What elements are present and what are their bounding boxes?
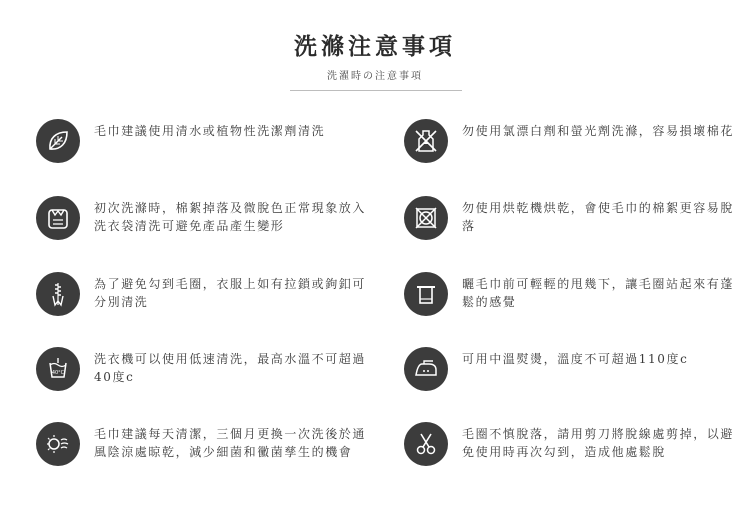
- care-item-zipper: [36, 272, 366, 332]
- scissors-icon: [404, 422, 448, 466]
- wash-40c-icon: [36, 347, 80, 391]
- page-title: 洗滌注意事項: [294, 33, 456, 60]
- care-text: 可用中溫熨燙，溫度不可超過110度c: [462, 352, 689, 366]
- care-item-iron: [404, 347, 734, 407]
- iron-icon: [404, 347, 448, 391]
- care-item-dry-shade: [36, 422, 366, 482]
- care-item-trim-loops: [404, 422, 734, 482]
- sun-wind-icon: [36, 422, 80, 466]
- care-text: 毛巾建議使用清水或植物性洗潔劑清洗: [94, 124, 326, 138]
- laundry-bag-icon: [36, 196, 80, 240]
- wash-temperature-label: 40°C: [51, 370, 65, 376]
- care-item-no-tumble-dry: [404, 196, 734, 256]
- care-item-laundry-bag: [36, 196, 366, 256]
- title-divider: [290, 90, 462, 91]
- towel-hang-icon: [404, 272, 448, 316]
- care-text: 為了避免勾到毛圈，衣服上如有拉鎖或鉤釦可分別清洗: [94, 277, 367, 309]
- care-text: 洗衣機可以使用低速清洗，最高水溫不可超過40度c: [94, 352, 367, 384]
- leaf-icon: [36, 119, 80, 163]
- care-text: 初次洗滌時，棉絮掉落及微脫色正常現象放入洗衣袋清洗可避免產品產生變形: [94, 201, 367, 233]
- care-text: 勿使用氯漂白劑和螢光劑洗滌，容易損壞棉花: [462, 124, 735, 138]
- care-text: 曬毛巾前可輕輕的甩幾下，讓毛圈站起來有蓬鬆的感覺: [462, 277, 735, 309]
- page-subtitle: 洗濯時の注意事項: [327, 71, 423, 82]
- care-item-no-bleach: [404, 119, 734, 179]
- care-text: 毛巾建議每天清潔，三個月更換一次洗後於通風陰涼處晾乾，減少細菌和黴菌孳生的機會: [94, 427, 367, 459]
- care-text: 勿使用烘乾機烘乾，會使毛巾的棉絮更容易脫落: [462, 201, 735, 233]
- care-item-plant-detergent: [36, 119, 366, 179]
- care-text: 毛圈不慎脫落，請用剪刀將脫線處剪掉，以避免使用時再次勾到，造成他處鬆脫: [462, 427, 735, 459]
- header: [0, 0, 750, 100]
- no-bleach-icon: [404, 119, 448, 163]
- no-tumble-dry-icon: [404, 196, 448, 240]
- care-item-shake-towel: [404, 272, 734, 332]
- zipper-icon: [36, 272, 80, 316]
- care-item-machine-wash: [36, 347, 366, 407]
